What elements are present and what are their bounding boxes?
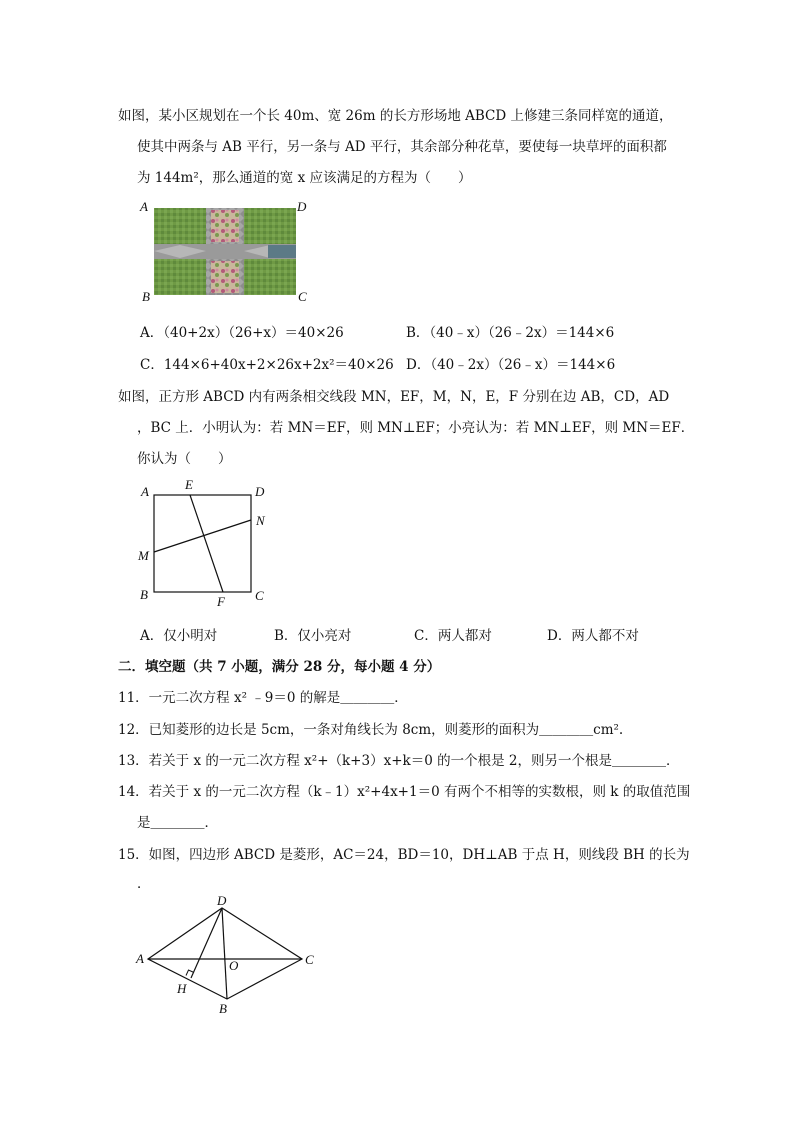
q12: 12．已知菱形的边长是 5cm，一条对角线长为 8cm，则菱形的面积为＿＿＿＿cm². <box>118 722 624 738</box>
q15-line2: ． <box>137 876 151 892</box>
q9-option-A: A．（40+2x）（26+x）＝40×26 <box>140 325 344 341</box>
q15-label-D: D <box>217 893 227 908</box>
q9-option-D: D．（40﹣2x）（26﹣x）＝144×6 <box>406 357 616 373</box>
q14-line1: 14．若关于 x 的一元二次方程（k﹣1）x²+4x+1＝0 有两个不相等的实数根，则 k 的取值范围 <box>118 784 691 800</box>
q15-line1: 15．如图，四边形 ABCD 是菱形，AC＝24，BD＝10，DH⊥AB 于点 H，则线段 BH 的长为 <box>118 847 690 863</box>
q15-label-A: A <box>136 951 144 966</box>
grass-patch <box>154 259 206 295</box>
q10-line2: ，BC 上．小明认为：若 MN＝EF，则 MN⊥EF；小亮认为：若 MN⊥EF，则 MN＝EF． <box>137 420 695 436</box>
q10-label-M: M <box>138 548 149 563</box>
q10-option-D: D．两人都不对 <box>547 628 639 644</box>
q9-line1: 如图，某小区规划在一个长 40m、宽 26m 的长方形场地 ABCD 上修建三条同样宽的通道， <box>118 108 673 124</box>
q15-label-O: O <box>229 958 239 973</box>
q10-line3: 你认为（ ） <box>137 451 232 467</box>
q10-label-D: D <box>255 484 265 499</box>
q9-label-C: C <box>298 289 307 304</box>
q10-square-diagram <box>138 476 278 611</box>
q9-label-B: B <box>142 289 150 304</box>
section-fill-blank-title: 二．填空题（共 7 小题，满分 28 分，每小题 4 分） <box>118 659 441 675</box>
q9-option-C: C．144×6+40x+2×26x+2x²＝40×26 <box>140 357 394 373</box>
flower-bed <box>211 210 239 242</box>
q9-line3: 为 144m²，那么通道的宽 x 应该满足的方程为（ ） <box>137 170 472 186</box>
q15-label-C: C <box>305 952 314 967</box>
q10-label-E: E <box>185 477 193 492</box>
q9-figure <box>140 198 310 303</box>
grass-patch <box>244 208 296 244</box>
q10-label-A: A <box>141 484 149 499</box>
flower-bed <box>211 261 239 293</box>
q10-option-C: C．两人都对 <box>414 628 492 644</box>
diagonal-BD <box>222 908 227 999</box>
q9-field-diagram <box>140 198 310 303</box>
q10-option-A: A．仅小明对 <box>140 628 218 644</box>
square-ABCD <box>154 495 251 592</box>
q15-rhombus-diagram <box>134 893 324 1021</box>
segment-EF <box>190 495 223 592</box>
q9-line2: 使其中两条与 AB 平行，另一条与 AD 平行，其余部分种花草，要使每一块草坪的面积都 <box>137 139 667 155</box>
q10-figure <box>138 476 278 611</box>
q9-label-A: A <box>140 199 148 214</box>
segment-MN <box>154 520 251 552</box>
q14-line2: 是＿＿＿＿． <box>137 815 218 831</box>
q10-label-C: C <box>255 588 264 603</box>
q15-figure <box>134 893 324 1021</box>
grass-patch <box>154 208 206 244</box>
q11: 11．一元二次方程 x² ﹣9＝0 的解是＿＿＿＿． <box>118 690 408 706</box>
q13: 13．若关于 x 的一元二次方程 x²+（k+3）x+k＝0 的一个根是 2，则另一个根是＿＿＿＿． <box>118 753 680 769</box>
q15-label-B: B <box>219 1001 227 1016</box>
q10-label-B: B <box>140 587 148 602</box>
q10-option-B: B．仅小亮对 <box>274 628 352 644</box>
q10-label-F: F <box>217 594 225 609</box>
q9-option-B: B．（40﹣x）（26﹣2x）＝144×6 <box>406 325 615 341</box>
q10-label-N: N <box>256 513 265 528</box>
q9-label-D: D <box>297 199 307 214</box>
q15-label-H: H <box>177 981 187 996</box>
q10-line1: 如图，正方形 ABCD 内有两条相交线段 MN，EF，M，N，E，F 分别在边 AB，CD，AD <box>118 389 670 405</box>
grass-patch <box>244 259 296 295</box>
